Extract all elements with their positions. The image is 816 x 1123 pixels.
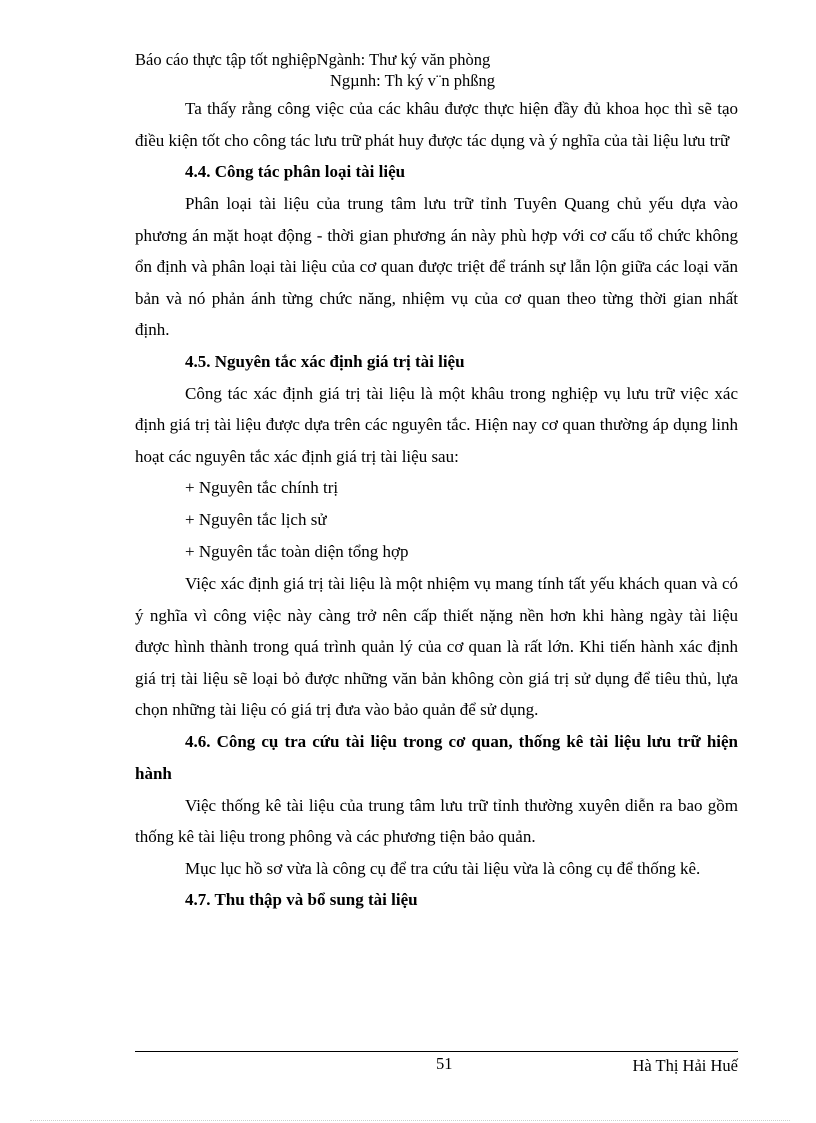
section-heading-4-6: 4.6. Công cụ tra cứu tài liệu trong cơ quan, thống kê tài liệu lưu trữ hiện hành [135, 731, 738, 783]
list-item: + Nguyên tắc chính trị [185, 478, 339, 497]
paragraph: Công tác xác định giá trị tài liệu là một khâu trong nghiệp vụ lưu trữ việc xác định giá trị tài liệu được dựa trên các nguyên tắc. Hiện nay cơ quan thường áp dụng linh hoạt các nguyên tắc xác định giá trị tài liệu sau: [135, 383, 738, 466]
paragraph: Phân loại tài liệu của trung tâm lưu trữ tỉnh Tuyên Quang chủ yếu dựa vào phương án mặt hoạt động - thời gian phương án này phù hợp với cơ cấu tổ chức không ổn định và phân loại tài liệu của cơ quan được triệt để tránh sự lẫn lộn giữa các loại văn bản và nó phản ánh từng chức năng, nhiệm vụ của cơ quan theo từng thời gian nhất định. [135, 194, 738, 339]
section-heading-4-4: 4.4. Công tác phân loại tài liệu [185, 162, 406, 181]
paragraph: Mục lục hồ sơ vừa là công cụ để tra cứu tài liệu vừa là công cụ để thống kê. [185, 858, 701, 878]
page-number: 51 [436, 1054, 453, 1073]
running-header: Báo cáo thực tập tốt nghiệpNgành: Thư ký văn phòng [135, 50, 491, 69]
footer-divider [135, 1051, 738, 1052]
section-heading-4-5: 4.5. Nguyên tắc xác định giá trị tài liệu [185, 351, 465, 371]
page-bottom-divider [30, 1120, 790, 1121]
list-item: + Nguyên tắc lịch sử [185, 510, 327, 529]
paragraph: Việc thống kê tài liệu của trung tâm lưu trữ tỉnh thường xuyên diễn ra bao gồm thống kê tài liệu trong phông và các phương tiện bảo quản. [135, 795, 738, 846]
footer-author: Hà Thị Hải Huế [632, 1056, 738, 1075]
paragraph: Việc xác định giá trị tài liệu là một nhiệm vụ mang tính tất yếu khách quan và có ý nghĩa vì công việc này càng trở nên cấp thiết nặng nền hơn khi hàng ngày tài liệu được hình thành trong quá trình quản lý của cơ quan là rất lớn. Khi tiến hành xác định giá trị tài liệu sẽ loại bỏ được những văn bản không còn giá trị sử dụng để tiêu thủ, lựa chọn những tài liệu có giá trị đưa vào bảo quản để sử dụng. [135, 574, 738, 719]
list-item: + Nguyên tắc toàn diện tổng hợp [185, 542, 409, 561]
section-heading-4-7: 4.7. Thu thập và bổ sung tài liệu [185, 890, 418, 909]
document-body [135, 93, 738, 916]
running-header-garbled: Ngµnh: Th ký v¨n phßng [330, 71, 496, 90]
paragraph: Ta thấy rằng công việc của các khâu được thực hiện đầy đủ khoa học thì sẽ tạo điều kiện tốt cho công tác lưu trữ phát huy được tác dụng và ý nghĩa của tài liệu lưu trữ [135, 99, 738, 150]
